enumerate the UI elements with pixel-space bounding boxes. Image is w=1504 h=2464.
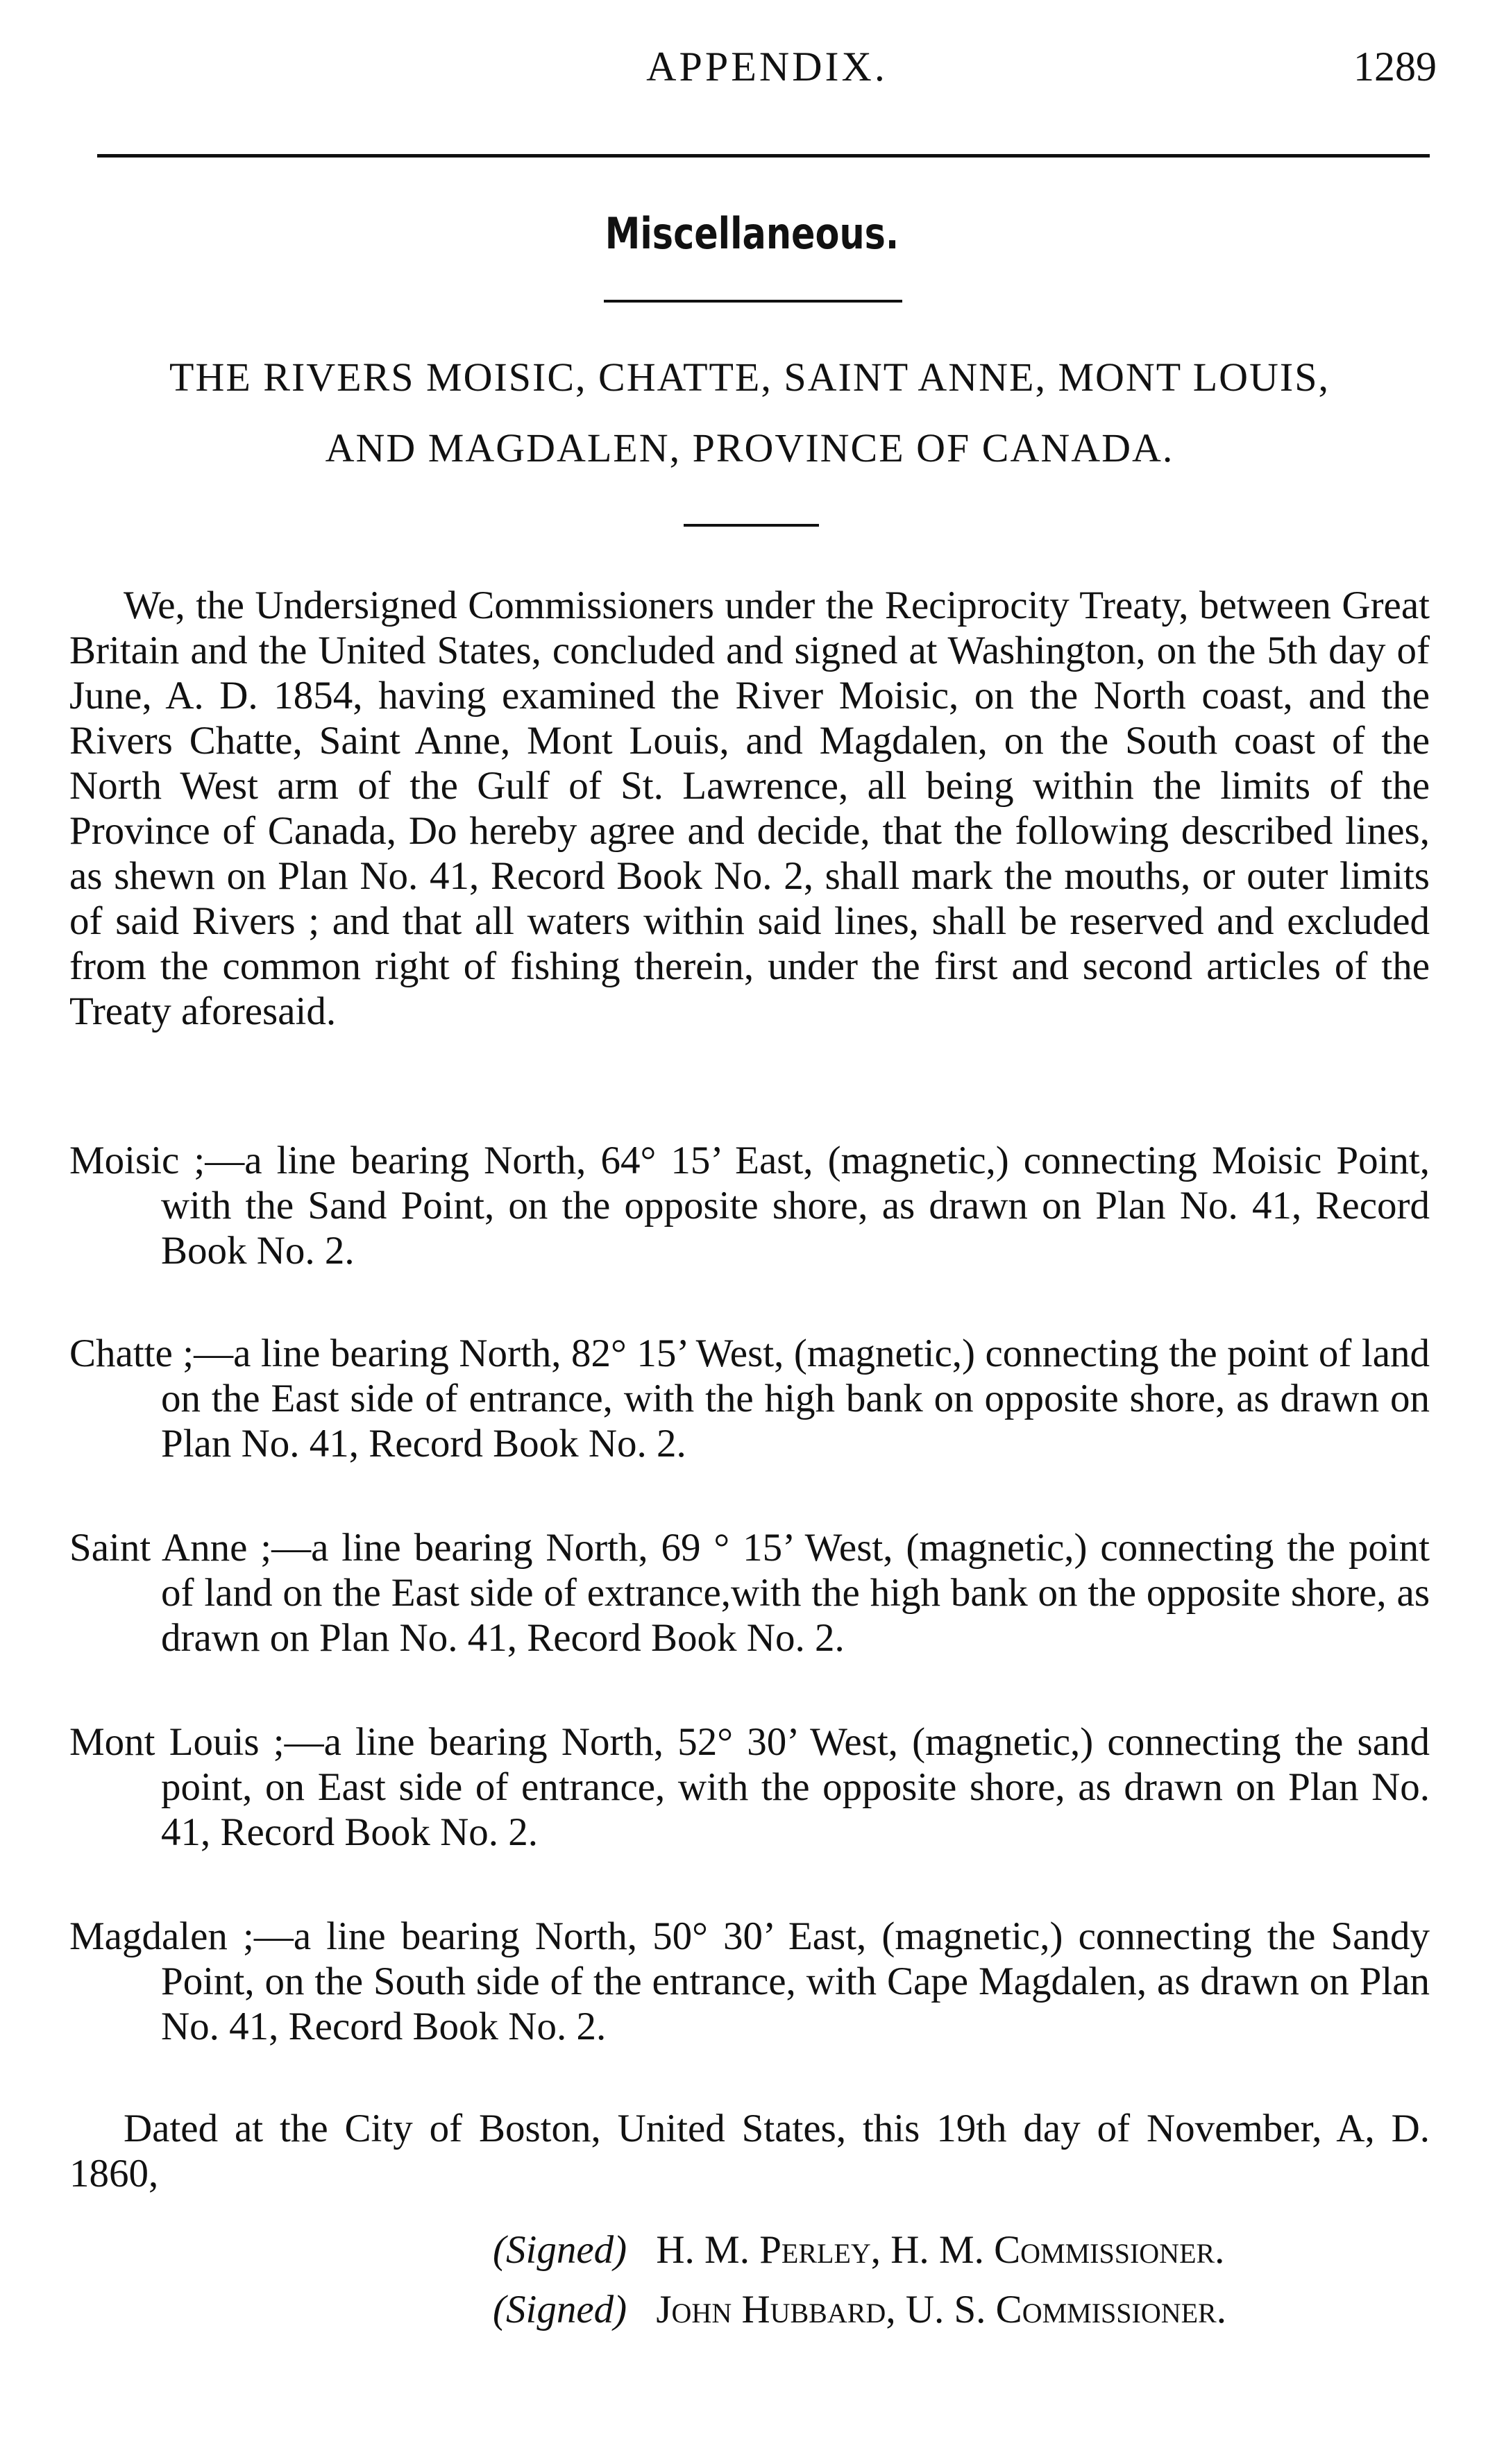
heading-divider [604, 300, 902, 303]
signed-label: (Signed) [493, 2288, 627, 2331]
intro-paragraph: We, the Undersigned Commissioners under the Reciprocity Treaty, between Great Britain and the United States, concluded and signed at Washington, on the 5th day of June, A. D. 1854, having examined the River Moisic, on the North coast, and the Rivers Chatte, Saint Anne, Mont Louis, and Magdalen, on the South coast of the North West arm of the Gulf of St. Lawrence, all being within the limits of the Province of Canada, Do hereby agree and decide, that the following described lines, as shewn on Plan No. 41, Record Book No. 2, shall mark the mouths, or outer limits of said Rivers ; and that all waters within said lines, shall be reserved and excluded from the common right of fishing therein, under the first and second articles of the Treaty aforesaid. [69, 584, 1430, 1033]
signature-hubbard [493, 2287, 1226, 2332]
river-entry-chatte: Chatte ;—a line bearing North, 82° 15’ West, (magnetic,) connecting the point of land on the East side of entrance, with the high bank on opposite shore, as drawn on Plan No. 41, Record Book No. 2. [69, 1332, 1430, 1465]
title-divider [684, 524, 819, 527]
river-entry-mont-louis: Mont Louis ;—a line bearing North, 52° 30’ West, (magnetic,) connecting the sand point, on East side of entrance, with the opposite shore, as drawn on Plan No. 41, Record Book No. 2. [69, 1720, 1430, 1854]
river-entry-moisic: Moisic ;—a line bearing North, 64° 15’ East, (magnetic,) connecting Moisic Point, with the Sand Point, on the opposite shore, as drawn on Plan No. 41, Record Book No. 2. [69, 1139, 1430, 1273]
river-entry-magdalen: Magdalen ;—a line bearing North, 50° 30’ East, (magnetic,) connecting the Sandy Point, on the South side of the entrance, with Cape Magdalen, as drawn on Plan No. 41, Record Book No. 2. [69, 1914, 1430, 2048]
signatory-name: John Hubbard, U. S. Commissioner. [656, 2288, 1226, 2331]
running-title: APPENDIX. [646, 44, 888, 90]
document-title-line-2: AND MAGDALEN, PROVINCE OF CANADA. [325, 425, 1174, 470]
signatory-name: H. M. Perley, H. M. Commissioner. [656, 2228, 1225, 2272]
signature-perley [493, 2227, 1224, 2272]
page-number: 1289 [1353, 44, 1437, 90]
document-title-line-1: THE RIVERS MOISIC, CHATTE, SAINT ANNE, MONT LOUIS, [169, 355, 1330, 400]
section-heading: Miscellaneous. [605, 208, 899, 259]
running-head [97, 43, 1437, 105]
dated-line: Dated at the City of Boston, United States, this 19th day of November, A, D. 1860, [69, 2107, 1430, 2195]
river-entry-saint-anne: Saint Anne ;—a line bearing North, 69 ° 15’ West, (magnetic,) connecting the point of land on the East side of extrance,with the high bank on the opposite shore, as drawn on Plan No. 41, Record Book No. 2. [69, 1526, 1430, 1660]
header-rule [97, 154, 1430, 158]
signed-label: (Signed) [493, 2228, 627, 2272]
